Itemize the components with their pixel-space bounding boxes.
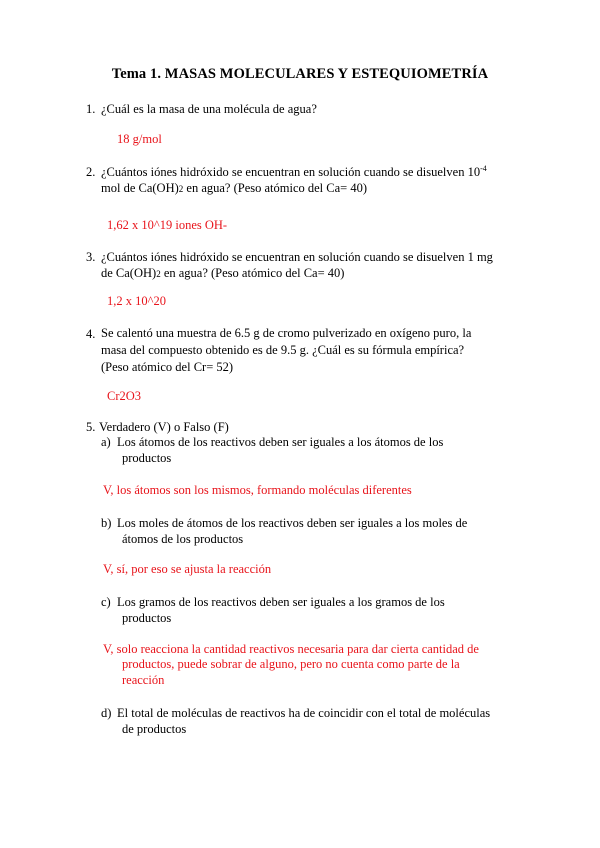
- q5c-label: c): [101, 595, 111, 609]
- q1-number: 1.: [86, 102, 96, 116]
- q4-question-line3: (Peso atómico del Cr= 52): [101, 360, 234, 374]
- q5b-line1: Los moles de átomos de los reactivos deben ser iguales a los moles de: [117, 516, 468, 530]
- q5c-line2: productos: [122, 611, 172, 625]
- q4-answer: Cr2O3: [107, 389, 142, 403]
- q3-question-line2: [101, 265, 344, 282]
- q1-question: ¿Cuál es la masa de una molécula de agua?: [101, 102, 317, 116]
- q2-subscript: 2: [178, 184, 184, 194]
- q3-question-part3: en agua? (Peso atómico del Ca= 40): [160, 266, 345, 280]
- q4-number: 4.: [86, 327, 96, 341]
- q3-number: 3.: [86, 250, 96, 264]
- q5d-line2: de productos: [122, 722, 187, 736]
- q5-number: 5.: [86, 420, 96, 434]
- q3-subscript: 2: [156, 269, 161, 279]
- q2-answer: 1,62 x 10^19 iones OH-: [107, 218, 228, 232]
- q5d-line1: El total de moléculas de reactivos ha de coincidir con el total de moléculas: [117, 706, 491, 720]
- q5a-line2: productos: [122, 451, 172, 465]
- q5a-line1: Los átomos de los reactivos deben ser iguales a los átomos de los: [117, 435, 444, 449]
- q5a-answer: V, los átomos son los mismos, formando moléculas diferentes: [103, 483, 412, 497]
- q5c-line1: Los gramos de los reactivos deben ser iguales a los gramos de los: [117, 595, 445, 609]
- q3-question-part2: de Ca(OH): [101, 266, 157, 280]
- q2-question-part1: ¿Cuántos iónes hidróxido se encuentran en solución cuando se disuelven 10: [101, 165, 481, 179]
- q4-question-line1: Se calentó una muestra de 6.5 g de cromo pulverizado en oxígeno puro, la: [101, 326, 472, 340]
- page-title: Tema 1. MASAS MOLECULARES Y ESTEQUIOMETRÍA: [111, 66, 489, 82]
- q5-heading: Verdadero (V) o Falso (F): [99, 420, 229, 434]
- q5c-answer-line2: productos, puede sobrar de alguno, pero no cuenta como parte de la: [122, 657, 460, 671]
- q1-answer: 18 g/mol: [117, 132, 162, 146]
- q2-question-part3: en agua? (Peso atómico del Ca= 40): [183, 181, 367, 195]
- q5d-label: d): [101, 706, 112, 720]
- q2-number: 2.: [86, 165, 96, 179]
- q4-question-line2: masa del compuesto obtenido es de 9.5 g. ¿Cuál es su fórmula empírica?: [101, 343, 465, 357]
- q5a-label: a): [101, 435, 111, 449]
- q5b-answer: V, sí, por eso se ajusta la reacción: [103, 562, 272, 576]
- q3-answer: 1,2 x 10^20: [107, 294, 166, 308]
- q3-question-line1: ¿Cuántos iónes hidróxido se encuentran en solución cuando se disuelven 1 mg: [101, 250, 493, 264]
- q5b-line2: átomos de los productos: [122, 532, 244, 546]
- q5c-answer-line1: V, solo reacciona la cantidad reactivos necesaria para dar cierta cantidad de: [103, 642, 479, 656]
- q5c-answer-line3: reacción: [122, 673, 165, 687]
- q2-question-line2: [101, 180, 367, 197]
- q2-question-line1: [101, 164, 487, 180]
- q2-exponent: -4: [480, 163, 487, 173]
- q2-question-part2: mol de Ca(OH): [101, 181, 179, 195]
- q5b-label: b): [101, 516, 112, 530]
